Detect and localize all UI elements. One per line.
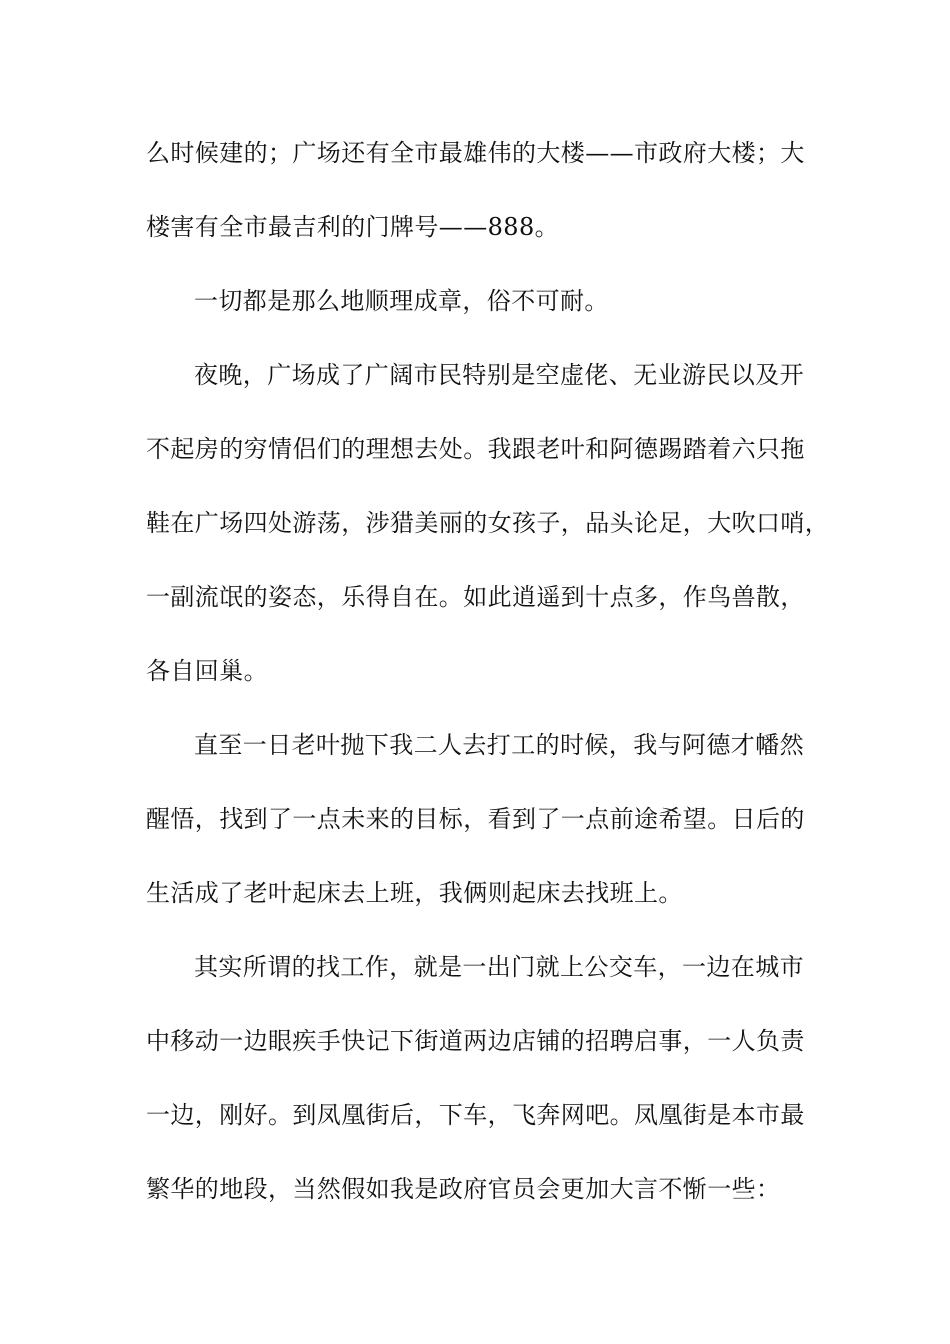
text-line: 么时候建的；广场还有全市最雄伟的大楼——市政府大楼；大 (146, 139, 805, 167)
paragraph-start-line: 直至一日老叶抛下我二人去打工的时候，我与阿德才幡然 (194, 731, 804, 759)
text-line: 醒悟，找到了一点未来的目标，看到了一点前途希望。日后的 (146, 805, 805, 833)
paragraph-start-line: 一切都是那么地顺理成章，俗不可耐。 (194, 287, 609, 315)
paragraph-start-line: 其实所谓的找工作，就是一出门就上公交车，一边在城市 (194, 953, 804, 981)
text-line: 不起房的穷情侣们的理想去处。我跟老叶和阿德踢踏着六只拖 (146, 435, 805, 463)
text-line: 鞋在广场四处游荡，涉猎美丽的女孩子，品头论足，大吹口哨， (146, 509, 830, 537)
text-line: 繁华的地段，当然假如我是政府官员会更加大言不惭一些： (146, 1175, 781, 1203)
text-line: 中移动一边眼疾手快记下街道两边店铺的招聘启事，一人负责 (146, 1027, 805, 1055)
paragraph-start-line: 夜晚，广场成了广阔市民特别是空虚佬、无业游民以及开 (194, 361, 804, 389)
text-line: 一边，刚好。到凤凰街后，下车，飞奔网吧。凤凰街是本市最 (146, 1101, 805, 1129)
text-line: 各自回巢。 (146, 657, 268, 685)
text-line: 一副流氓的姿态，乐得自在。如此逍遥到十点多，作鸟兽散， (146, 583, 805, 611)
text-line: 楼害有全市最吉利的门牌号——888。 (146, 213, 560, 241)
text-line: 生活成了老叶起床去上班，我俩则起床去找班上。 (146, 879, 683, 907)
